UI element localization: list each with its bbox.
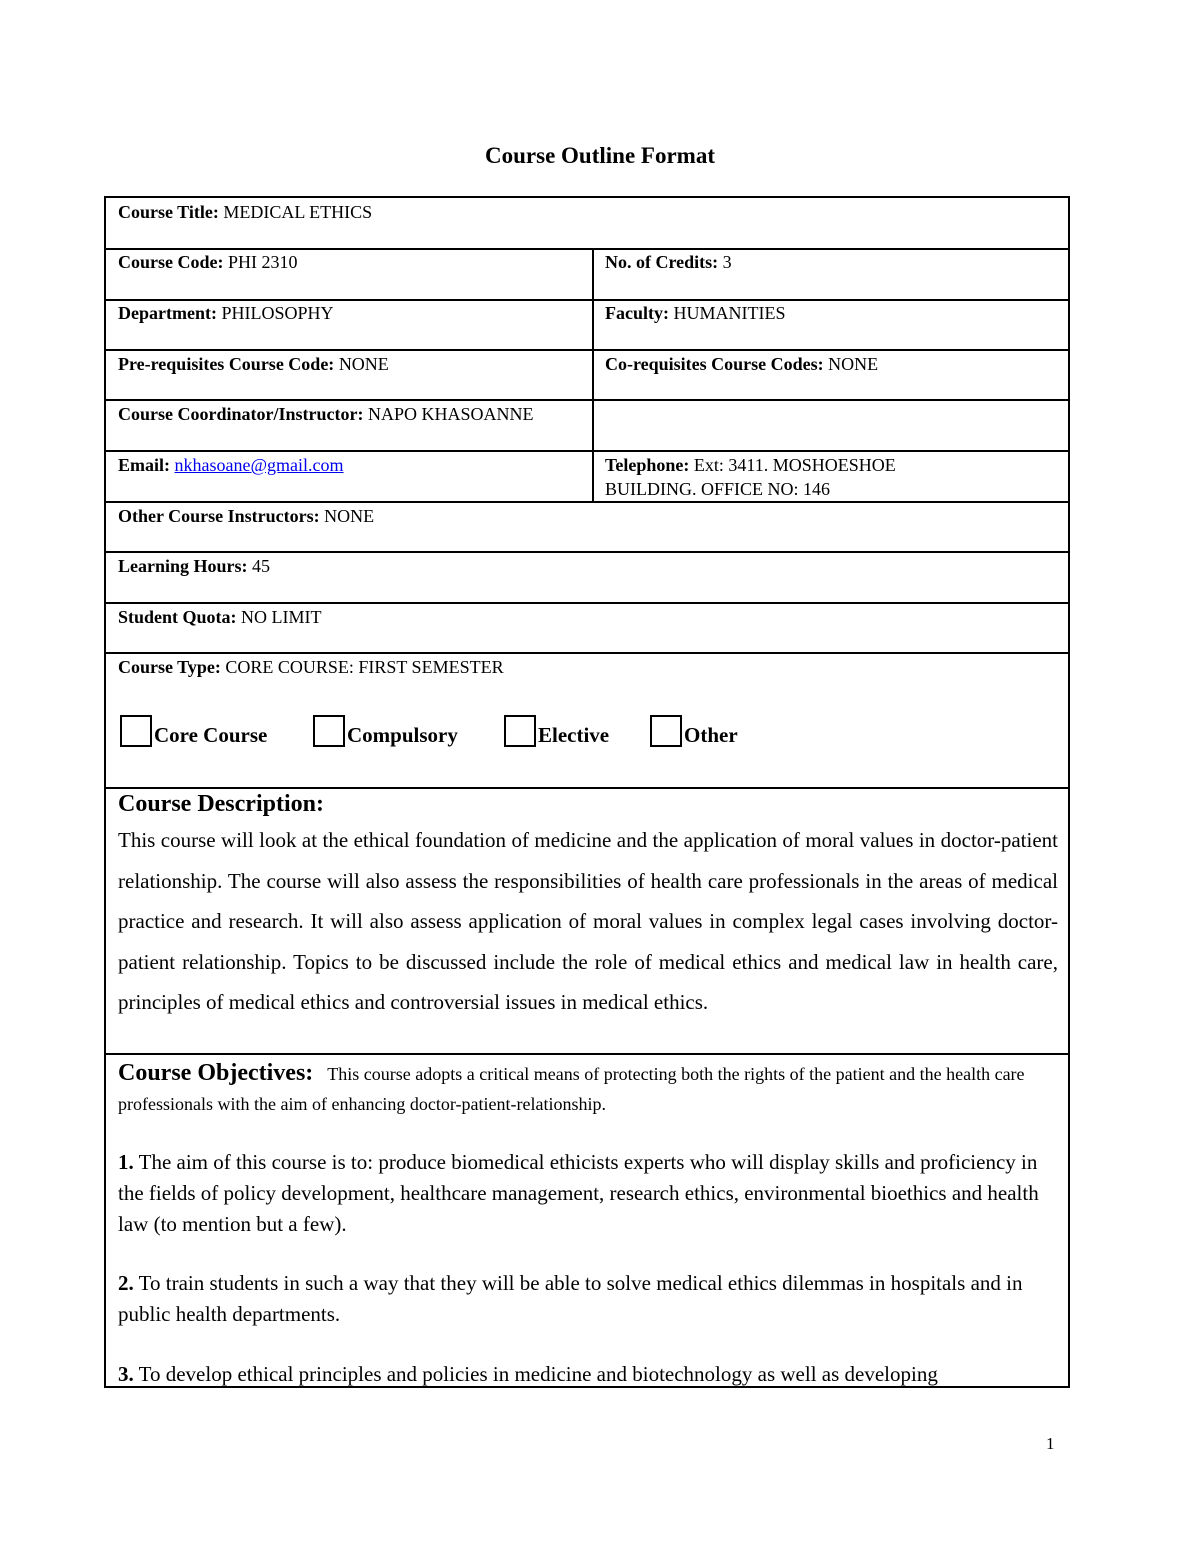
- prerequisites-field: [118, 352, 389, 376]
- course-description-heading: Course Description:: [118, 791, 324, 817]
- corequisites-field: [605, 352, 878, 376]
- checkbox-compulsory[interactable]: [313, 711, 458, 747]
- telephone-value-line1: Ext: 3411. MOSHOESHOE: [693, 455, 896, 475]
- coordinator-field: [118, 402, 534, 426]
- objective-text: To train students in such a way that they will be able to solve medical ethics dilemmas in hospitals and in public health departments.: [118, 1271, 1023, 1326]
- objective-number: 1.: [118, 1150, 134, 1174]
- page-title: Course Outline Format: [485, 143, 715, 168]
- other-instructors-field: [118, 504, 374, 528]
- email-link[interactable]: nkhasoane@gmail.com: [174, 455, 344, 475]
- department-label: Department:: [118, 303, 217, 323]
- other-instructors-value: NONE: [324, 506, 375, 526]
- credits-label: No. of Credits:: [605, 252, 719, 272]
- course-title-label: Course Title:: [118, 202, 219, 222]
- coordinator-value: NAPO KHASOANNE: [367, 404, 534, 424]
- course-type-checkboxes: [120, 711, 1020, 751]
- course-code-field: [118, 250, 298, 274]
- email-field: [118, 453, 344, 477]
- checkbox-box-icon[interactable]: [120, 715, 152, 747]
- checkbox-label: Core Course: [154, 723, 268, 747]
- coordinator-label: Course Coordinator/Instructor:: [118, 404, 364, 424]
- course-type-value: CORE COURSE: FIRST SEMESTER: [225, 657, 504, 677]
- course-type-field: [118, 655, 504, 679]
- course-objectives-intro-block: [118, 1058, 1058, 1119]
- faculty-value: HUMANITIES: [673, 303, 786, 323]
- course-title-field: [118, 200, 372, 224]
- department-field: [118, 301, 334, 325]
- objective-text: To develop ethical principles and policies in medicine and biotechnology as well as developing: [138, 1362, 938, 1386]
- student-quota-field: [118, 605, 322, 629]
- faculty-field: [605, 301, 785, 325]
- objective-number: 2.: [118, 1271, 134, 1295]
- course-code-value: PHI 2310: [228, 252, 298, 272]
- checkbox-core-course[interactable]: [120, 711, 267, 747]
- faculty-label: Faculty:: [605, 303, 669, 323]
- checkbox-box-icon[interactable]: [650, 715, 682, 747]
- learning-hours-label: Learning Hours:: [118, 556, 248, 576]
- corequisites-value: NONE: [828, 354, 879, 374]
- prerequisites-value: NONE: [338, 354, 389, 374]
- course-objectives-heading: Course Objectives:: [118, 1060, 314, 1086]
- checkbox-label: Compulsory: [347, 723, 458, 747]
- checkbox-other[interactable]: [650, 711, 738, 747]
- credits-value: 3: [722, 252, 732, 272]
- objective-item: [118, 1147, 1058, 1240]
- objective-text: The aim of this course is to: produce biomedical ethicists experts who will display skills and proficiency in the fields of policy development, healthcare management, research ethics, environmental bioethics and health law (to mention but a few).: [118, 1150, 1039, 1236]
- student-quota-value: NO LIMIT: [241, 607, 322, 627]
- telephone-label: Telephone:: [605, 455, 690, 475]
- email-label: Email:: [118, 455, 170, 475]
- learning-hours-field: [118, 554, 270, 578]
- prerequisites-label: Pre-requisites Course Code:: [118, 354, 335, 374]
- page-number: 1: [1046, 1434, 1055, 1453]
- objective-number: 3.: [118, 1362, 134, 1386]
- course-objectives-intro: This course adopts a critical means of protecting both the rights of the patient and the health care professionals with the aim of enhancing doctor-patient-relationship.: [118, 1064, 1025, 1114]
- telephone-value-line2: BUILDING. OFFICE NO: 146: [605, 479, 830, 499]
- checkbox-elective[interactable]: [504, 711, 609, 747]
- course-code-label: Course Code:: [118, 252, 224, 272]
- objective-item: [118, 1359, 1058, 1389]
- checkbox-box-icon[interactable]: [504, 715, 536, 747]
- checkbox-box-icon[interactable]: [313, 715, 345, 747]
- course-title-value: MEDICAL ETHICS: [223, 202, 373, 222]
- credits-field: [605, 250, 732, 274]
- objective-item: [118, 1268, 1058, 1330]
- checkbox-label: Other: [684, 723, 738, 747]
- column-divider: [592, 248, 594, 503]
- corequisites-label: Co-requisites Course Codes:: [605, 354, 824, 374]
- other-instructors-label: Other Course Instructors:: [118, 506, 320, 526]
- course-type-label: Course Type:: [118, 657, 221, 677]
- student-quota-label: Student Quota:: [118, 607, 237, 627]
- telephone-field: [605, 453, 896, 501]
- checkbox-label: Elective: [538, 723, 610, 747]
- learning-hours-value: 45: [252, 556, 271, 576]
- course-description-body: This course will look at the ethical foundation of medicine and the application of moral values in doctor-patient relationship. The course will also assess the responsibilities of health care professionals in the areas of medical practice and research. It will also assess application of moral values in complex legal cases involving doctor-patient relationship. Topics to be discussed include the role of medical ethics and medical law in health care, principles of medical ethics and controversial issues in medical ethics.: [118, 828, 1058, 1014]
- department-value: PHILOSOPHY: [221, 303, 334, 323]
